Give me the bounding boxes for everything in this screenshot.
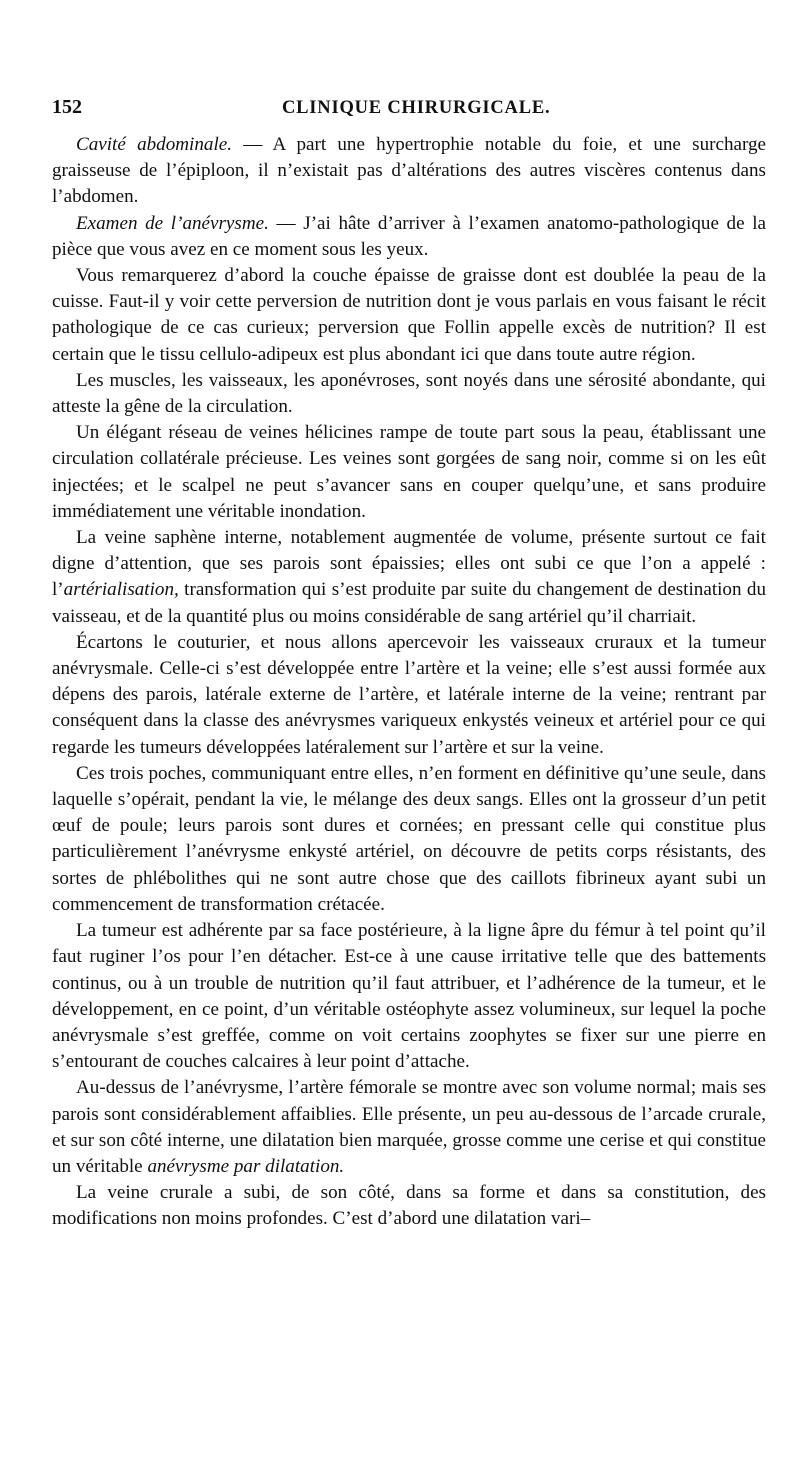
paragraph: La veine crurale a subi, de son côté, dans sa forme et dans sa constitution, des modifications non moins profondes. C’est d’abord une dilatation vari– — [52, 1182, 766, 1230]
paragraph: Examen de l’anévrysme. — J’ai hâte d’arriver à l’examen anatomo-pathologique de la pièce que vous avez en ce moment sous les yeux. — [52, 212, 767, 260]
running-title: CLINIQUE CHIRURGICALE. — [282, 98, 551, 118]
paragraph: Cavité abdominale. — A part une hypertrophie notable du foie, et une surcharge graisseuse de l’épiploon, il n’existait pas d’altérations des autres viscères contenus dans l’abdomen. — [52, 134, 767, 208]
page-header — [52, 96, 766, 130]
paragraph: Au-dessus de l’anévrysme, l’artère fémorale se montre avec son volume normal; mais ses parois sont considérablement affaiblies. Elle présente, un peu au-dessous de l’arcade crurale, et sur son côté interne, une dilatation bien marquée, grosse comme une cerise et qui constitue un véritable anévrysme par dilatation. — [52, 1077, 766, 1177]
paragraph: La tumeur est adhérente par sa face postérieure, à la ligne âpre du fémur à tel point qu’il faut ruginer l’os pour l’en détacher. Est-ce à une cause irritative telle que des battements continus, ou à un trouble de nutrition qu’il faut attribuer, et l’adhérence de la tumeur, et le développement, en ce point, d’un véritable ostéophyte assez volumineux, sur lequel la poche anévrysmale s’est greffée, comme on voit certains zoophytes se fixer sur une pierre en s’entourant de couches calcaires à leur point d’attache. — [52, 920, 766, 1073]
paragraph: Ces trois poches, communiquant entre elles, n’en forment en définitive qu’une seule, dans laquelle s’opérait, pendant la vie, le mélange des deux sangs. Elles ont la grosseur d’un petit œuf de poule; leurs parois sont dures et cornées; en pressant celle qui constitue plus particulièrement l’anévrysme enkysté artériel, on découvre de petits corps résistants, des sortes de phlébolithes qui ne sont autre chose que des caillots fibrineux ayant subi un commencement de transformation crétacée. — [52, 762, 766, 915]
page-number: 152 — [52, 96, 82, 118]
paragraph: Les muscles, les vaisseaux, les aponévroses, sont noyés dans une sérosité abondante, qui atteste la gêne de la circulation. — [52, 369, 766, 418]
paragraph: Vous remarquerez d’abord la couche épaisse de graisse dont est doublée la peau de la cuisse. Faut-il y voir cette perversion de nutrition dont je vous parlais en vous faisant le récit pathologique de ce cas curieux; perversion que Follin appelle excès de nutrition? Il est certain que le tissu cellulo-adipeux est plus abondant ici que dans toute autre région. — [52, 265, 766, 365]
section-heading: Cavité abdominale. — [76, 134, 232, 155]
paragraph: La veine saphène interne, notablement augmentée de volume, présente surtout ce fait digne d’attention, que ses parois sont épaissies; elles ont subi ce que l’on a appelé : l’artérialisation, transformation qui s’est produite par suite du changement de destination du vaisseau, et de la quantité plus ou moins considérable de sang artériel qu’il charriait. — [52, 527, 766, 627]
body-text — [52, 132, 766, 1233]
emphasis: artérialisation, — [63, 579, 179, 601]
paragraph: Un élégant réseau de veines hélicines rampe de toute part sous la peau, établissant une circulation collatérale précieuse. Les veines sont gorgées de sang noir, comme si on les eût injectées; et le scalpel ne peut s’avancer sans en couper quelqu’une, et sans produire immédiatement une véritable inondation. — [52, 422, 766, 522]
section-heading: Examen de l’anévrysme. — [76, 212, 269, 234]
paragraph: Écartons le couturier, et nous allons apercevoir les vaisseaux cruraux et la tumeur anévrysmale. Celle-ci s’est développée entre l’artère et la veine; elle s’est aussi formée aux dépens des parois, latérale externe de l’artère, et latérale interne de la veine; rentrant par conséquent dans la classe des anévrysmes variqueux enkystés veineux et artériel pour ce qui regarde les tumeurs développées latéralement sur l’artère et sur la veine. — [52, 631, 766, 758]
emphasis: anévrysme par dilatation. — [147, 1155, 345, 1177]
